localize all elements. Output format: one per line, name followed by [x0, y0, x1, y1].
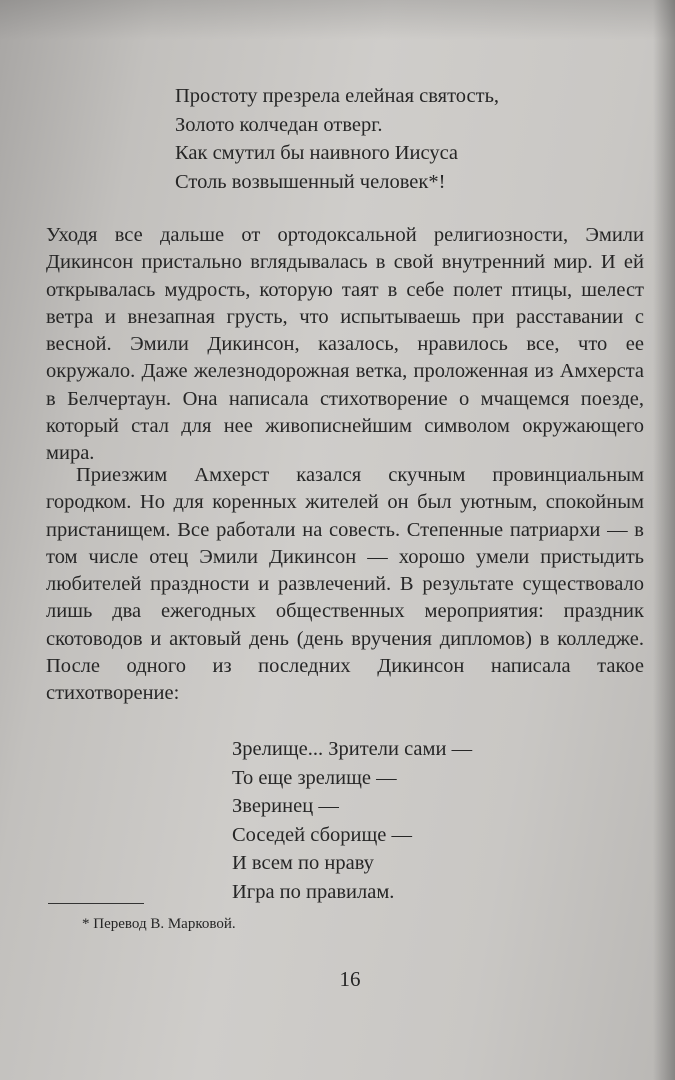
verse-line: То еще зрелище — [232, 766, 397, 789]
paragraph-2: Приезжим Амхерст казался скучным провинциальным городком. Но для коренных жителей он был уютным, спокойным пристанищем. Все работали на совесть. Степенные патриархи — в том числе отец Эмили Дикинсон — хорошо умели пристыдить любителей праздности и развлечений. В результате существовало лишь два ежегодных общественных мероприятия: праздник скотоводов и актовый день (день вручения дипломов) в колледже. После одного из последних Дикинсон написала такое стихотворение: [46, 464, 644, 705]
verse-line: И всем по нраву [232, 852, 374, 874]
verse-line: Простоту презрела елейная святость, [175, 85, 500, 107]
verse-line: Зрелище... Зрители сами — [232, 738, 473, 760]
verse-line: Столь возвышенный человек*! [175, 170, 446, 193]
verse-line: Как смутил бы наивного Иисуса [175, 142, 459, 164]
page-number: 16 [339, 967, 361, 991]
paragraph-1: Уходя все дальше от ортодоксальной религиозности, Эмили Дикинсон пристально вглядывалась в свой внутренний мир. И ей открывалась мудрость, которую таят в себе полет птицы, шелест ветра и внезапная грусть, что испытываешь при расставании с весной. Эмили Дикинсон, казалось, нравилось все, что ее окружало. Даже железнодорожная ветка, проложенная из Амхерста в Белчертаун. Она написала стихотворение о мчащемся поезде, который стал для нее живописнейшим символом окружающего мира. [46, 224, 644, 465]
verse-bottom [232, 735, 472, 906]
verse-line: Игра по правилам. [232, 880, 395, 903]
verse-line: Соседей сборище — [232, 823, 412, 846]
footnote-divider [48, 903, 144, 904]
footnote: * Перевод В. Марковой. [82, 916, 236, 932]
verse-top [175, 82, 499, 196]
verse-line: Зверинец — [232, 795, 339, 817]
top-shadow [0, 0, 675, 40]
verse-line: Золото колчедан отверг. [175, 113, 383, 136]
gutter-shadow [653, 0, 675, 1080]
